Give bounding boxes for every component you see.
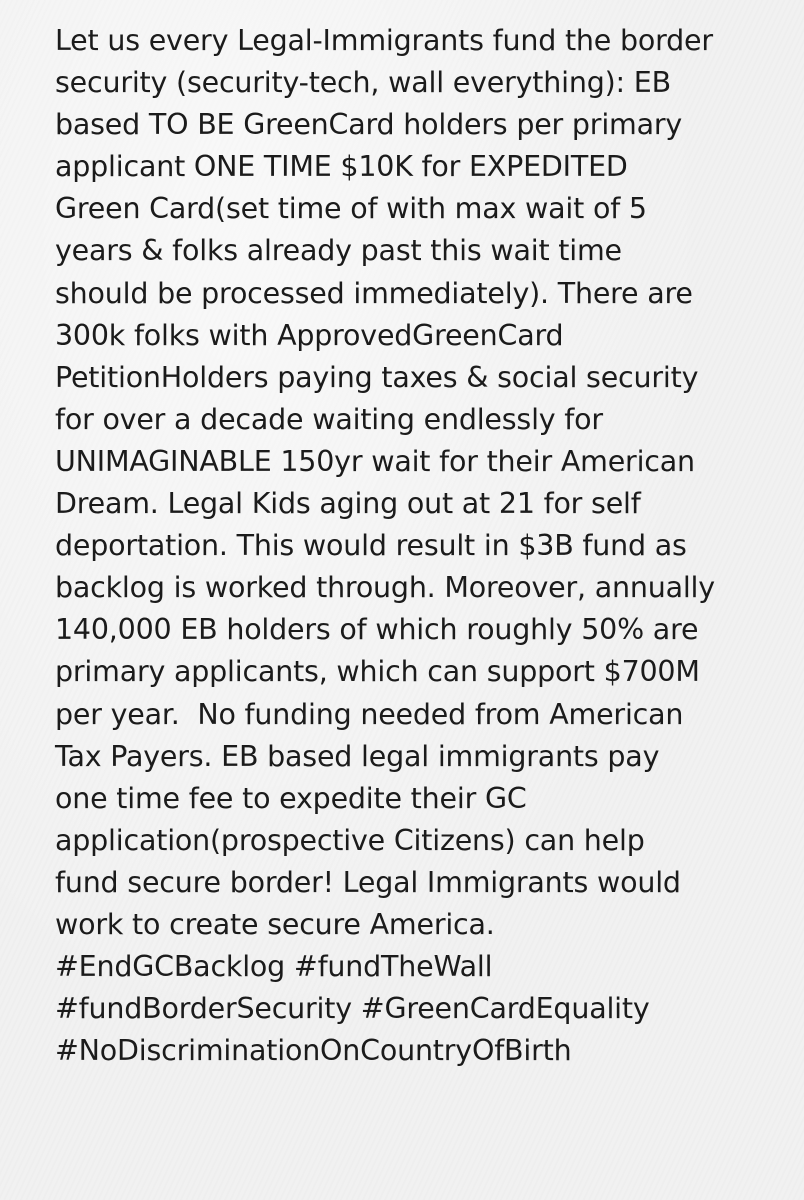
note-line: 140,000 EB holders of which roughly 50% are	[55, 613, 699, 647]
note-line: 300k folks with ApprovedGreenCard	[55, 318, 564, 352]
note-line: application(prospective Citizens) can help	[55, 823, 645, 857]
note-line: Tax Payers. EB based legal immigrants pay	[55, 739, 660, 773]
hashtag-line: #NoDiscriminationOnCountryOfBirth	[55, 1034, 572, 1068]
hashtag-line: #fundBorderSecurity #GreenCardEquality	[55, 992, 650, 1026]
note-line: for over a decade waiting endlessly for	[55, 402, 603, 436]
note-line: primary applicants, which can support $700M	[55, 655, 700, 689]
note-line: security (security-tech, wall everything): EB	[55, 66, 671, 100]
note-line: backlog is worked through. Moreover, annually	[55, 571, 715, 605]
note-body	[55, 20, 795, 1072]
note-line: based TO BE GreenCard holders per primary	[55, 108, 683, 142]
hashtag-line: #EndGCBacklog #fundTheWall	[55, 950, 493, 984]
note-line: deportation. This would result in $3B fund as	[55, 529, 687, 563]
note-line: applicant ONE TIME $10K for EXPEDITED	[55, 150, 628, 184]
note-line: Let us every Legal-Immigrants fund the border	[55, 24, 713, 57]
note-line: work to create secure America.	[55, 907, 495, 941]
note-line: one time fee to expedite their GC	[55, 781, 527, 815]
note-line: UNIMAGINABLE 150yr wait for their American	[55, 444, 695, 478]
note-line: Dream. Legal Kids aging out at 21 for self	[55, 487, 641, 521]
note-line: Green Card(set time of with max wait of 5	[55, 192, 647, 226]
note-line: fund secure border! Legal Immigrants would	[55, 865, 681, 899]
note-line: per year. No funding needed from American	[55, 697, 684, 731]
note-line: should be processed immediately). There are	[55, 276, 693, 310]
note-line: years & folks already past this wait time	[55, 234, 622, 268]
note-line: PetitionHolders paying taxes & social security	[55, 360, 699, 394]
